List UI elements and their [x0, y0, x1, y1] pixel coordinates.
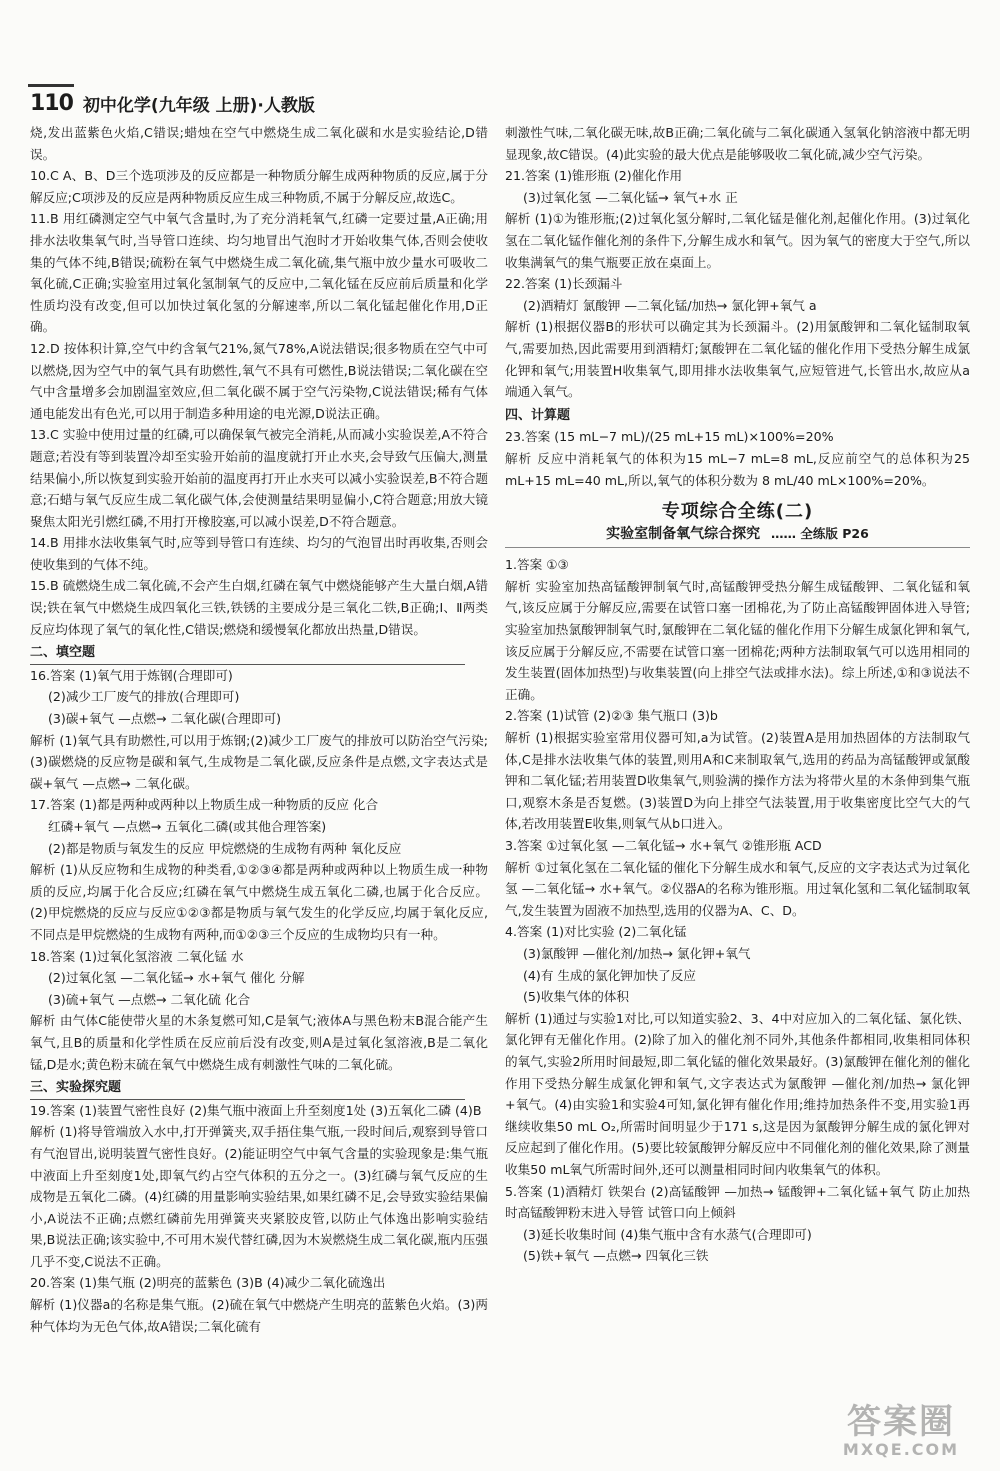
answer-paragraph: 17.答案 (1)都是两种或两种以上物质生成一种物质的反应 化合	[30, 797, 379, 813]
site-logo	[816, 1403, 986, 1463]
answer-paragraph: 解析 (1)通过与实验1对比,可以知道实验2、3、4中对应加入的二氧化锰、氯化铁、氯化钾有无催化作用。(2)除了加入的催化剂不同外,其他条件都相同,收集相同体积的氧气,实验2所用时间最短,即二氧化锰的催化效果最好。(3)氯酸钾在催化剂的催化作用下受热分解生成氯化钾和氧气,文字表达式为氯酸钾 —催化剂/加热→ 氯化钾+氧气。(4)由实验1和实验4可知,氯化钾有催化作用;维持加热条件不变,用实验1再继续收集50 mL O₂,所需时间明显少于171 s,这是因为氯酸钾分解生成的氯化钾对反应起到了催化作用。(5)要比较氯酸钾分解反应中不同催化剂的催化效果,除了测量收集50 mL氧气所需时间外,还可以测量相同时间内收集氧气的体积。	[505, 1010, 970, 1177]
answer-paragraph: (3)过氧化氢 —二氧化锰→ 氧气+水 正	[523, 189, 738, 205]
answer-paragraph: (2)都是物质与氧发生的反应 甲烷燃烧的生成物有两种 氧化反应	[48, 840, 402, 856]
answer-paragraph: 解析 (1)从反应物和生成物的种类看,①②③④都是两种或两种以上物质生成一种物质的反应,均属于化合反应;红磷在氧气中燃烧生成五氧化二磷,也属于化合反应。(2)甲烷燃烧的反应与反应①②③都是物质与氧气发生的化学反应,均属于氧化反应,不同点是甲烷燃烧的生成物有两种,而①②③三个反应的生成物均只有一种。	[30, 862, 488, 942]
page-header	[30, 88, 970, 118]
logo-site: MXQE.COM	[842, 1440, 960, 1459]
answer-paragraph: (5)铁+氧气 —点燃→ 四氧化三铁	[523, 1248, 709, 1264]
answer-paragraph: (3)碳+氧气 —点燃→ 二氧化碳(合理即可)	[48, 711, 282, 727]
answer-paragraph: 解析 (1)氧气具有助燃性,可以用于炼钢;(2)减少工厂废气的排放可以防治空气污染;(3)碳燃烧的反应物是碳和氧气,生成物是二氧化碳,反应条件是点燃,文字表达式是碳+氧气 —点燃→ 二氧化碳。	[30, 732, 488, 791]
answer-paragraph: 解析 (1)根据实验室常用仪器可知,a为试管。(2)装置A是用加热固体的方法制取气体,C是排水法收集气体的装置,则用A和C来制取氧气,选用的药品为高锰酸钾或氯酸钾和二氧化锰;若用装置D收集氧气,则验满的操作方法为将带火星的木条伸到集气瓶口,观察木条是否复燃。(3)装置D为向上排空气法装置,用于收集密度比空气大的气体,若改用装置E收集,则氧气从b口进入。	[505, 730, 970, 832]
answer-paragraph: 解析 (1)将导管端放入水中,打开弹簧夹,双手捂住集气瓶,一段时间后,观察到导管口有气泡冒出,说明装置气密性良好。(2)能证明空气中氧气含量的实验现象是:集气瓶中液面上升至刻度1处,即氧气约占空气体积的五分之一。(3)红磷与氧气反应的生成物是五氧化二磷。(4)红磷的用量影响实验结果,如果红磷不足,会导致实验结果偏小,A说法不正确;点燃红磷前先用弹簧夹夹紧胶皮管,以防止气体逸出影响实验结果,B说法正确;该实验中,不可用木炭代替红磷,因为木炭燃烧生成二氧化碳,瓶内压强几乎不变,C说法不正确。	[30, 1124, 488, 1269]
answer-paragraph: 红磷+氧气 —点燃→ 五氧化二磷(或其他合理答案)	[48, 819, 327, 834]
answer-paragraph: 22.答案 (1)长颈漏斗	[505, 276, 623, 292]
answer-paragraph: (2)酒精灯 氯酸钾 —二氧化锰/加热→ 氯化钾+氧气 a	[523, 297, 817, 313]
answer-paragraph: 3.答案 ①过氧化氢 —二氧化锰→ 水+氧气 ②锥形瓶 ACD	[505, 838, 822, 853]
special-subtitle-text: 实验室制备氧气综合探究	[606, 525, 761, 542]
answer-paragraph: 10.C A、B、D三个选项涉及的反应都是一种物质分解生成两种物质的反应,属于分解反应;C项涉及的反应是两种物质反应生成三种物质,不属于分解反应,故选C。	[30, 168, 488, 205]
logo-main: 答案圈	[847, 1402, 955, 1442]
section-heading: 三、实验探究题	[30, 1077, 465, 1100]
section-heading: 二、填空题	[30, 642, 465, 665]
book-title: 初中化学(九年级 上册)·人教版	[82, 95, 315, 116]
answer-paragraph: 刺激性气味,二氧化碳无味,故B正确;二氧化硫与二氧化碳通入氢氧化钠溶液中都无明显现象,故C错误。(4)此实验的最大优点是能够吸收二氧化硫,减少空气污染。	[505, 125, 970, 162]
answer-paragraph: (3)氯酸钾 —催化剂/加热→ 氯化钾+氧气	[523, 945, 751, 961]
answer-paragraph: (3)硫+氧气 —点燃→ 二氧化硫 化合	[48, 991, 251, 1007]
page-number: 110	[30, 90, 73, 116]
answer-paragraph: (2)过氧化氢 —二氧化锰→ 水+氧气 催化 分解	[48, 970, 305, 986]
header-rule	[28, 84, 74, 87]
answer-paragraph: 20.答案 (1)集气瓶 (2)明亮的蓝紫色 (3)B (4)减少二氧化硫逸出	[30, 1275, 386, 1291]
right-column	[505, 122, 970, 1431]
answer-paragraph: 解析 反应中消耗氧气的体积为15 mL−7 mL=8 mL,反应前空气的总体积为25 mL+15 mL=40 mL,所以,氧气的体积分数为 8 mL/40 mL×100%=20%。	[505, 450, 970, 488]
answer-paragraph: 解析 ①过氧化氢在二氧化锰的催化下分解生成水和氧气,反应的文字表达式为过氧化氢 —二氧化锰→ 水+氧气。②仪器A的名称为锥形瓶。用过氧化氢和二氧化锰制取氧气,发生装置为固液不加热型,选用的仪器为A、C、D。	[505, 859, 970, 918]
answer-paragraph: 11.B 用红磷测定空气中氧气含量时,为了充分消耗氧气,红磷一定要过量,A正确;用排水法收集氧气时,当导管口连续、均匀地冒出气泡时才开始收集气体,否则会使收集的气体不纯,B错误;硫粉在氧气中燃烧生成二氧化硫,集气瓶中放少量水可吸收二氧化硫,C正确;实验室用过氧化氢制氧气的反应中,二氧化锰在反应前后质量和化学性质均没有改变,但可以加快过氧化氢的分解速率,所以二氧化锰起催化作用,D正确。	[30, 211, 488, 335]
answer-paragraph: 解析 实验室加热高锰酸钾制氧气时,高锰酸钾受热分解生成锰酸钾、二氧化锰和氧气,该反应属于分解反应,需要在试管口塞一团棉花,为了防止高锰酸钾固体进入导管;实验室加热氯酸钾制氧气时,氯酸钾在二氧化锰的催化作用下分解生成氯化钾和氧气,该反应属于分解反应,不需要在试管口塞一团棉花;两种方法制取氧气可以选用相同的发生装置(固体加热型)与收集装置(向上排空气法或排水法)。综上所述,①和③说法不正确。	[505, 578, 970, 702]
answer-paragraph: 解析 由气体C能使带火星的木条复燃可知,C是氧气;液体A与黑色粉末B混合能产生氧气,且B的质量和化学性质在反应前后没有改变,则A是过氧化氢溶液,B是二氧化锰,D是水;黄色粉末硫在氧气中燃烧生成有刺激性气味的二氧化硫。	[30, 1013, 488, 1072]
answer-paragraph: 解析 (1)根据仪器B的形状可以确定其为长颈漏斗。(2)用氯酸钾和二氧化锰制取氧气,需要加热,因此需要用到酒精灯;氯酸钾在二氧化锰的催化作用下受热分解生成氯化钾和氧气;用装置H收集氧气,即用排水法收集氧气,应短管进气,长管出水,故应从a端通入氧气。	[505, 319, 970, 400]
answer-paragraph: 14.B 用排水法收集氧气时,应等到导管口有连续、均匀的气泡冒出时再收集,否则会使收集到的气体不纯。	[30, 535, 488, 572]
answer-paragraph: 解析 (1)①为锥形瓶;(2)过氧化氢分解时,二氧化锰是催化剂,起催化作用。(3)过氧化氢在二氧化锰作催化剂的条件下,分解生成水和氧气。因为氧气的密度大于空气,所以收集满氧气的集气瓶要正放在桌面上。	[505, 211, 970, 270]
answer-paragraph: 2.答案 (1)试管 (2)②③ 集气瓶口 (3)b	[505, 708, 718, 724]
answer-paragraph: (2)减少工厂废气的排放(合理即可)	[48, 689, 240, 705]
special-subtitle	[505, 523, 970, 549]
answer-paragraph: 1.答案 ①③	[505, 557, 569, 573]
answer-paragraph: (3)延长收集时间 (4)集气瓶中含有水蒸气(合理即可)	[523, 1226, 812, 1242]
answer-paragraph: 18.答案 (1)过氧化氢溶液 二氧化锰 水	[30, 948, 244, 964]
answer-paragraph: (4)有 生成的氯化钾加快了反应	[523, 967, 696, 983]
special-title: 专项综合全练(二)	[661, 501, 814, 523]
section-heading: 四、计算题	[505, 407, 571, 423]
answer-paragraph: 21.答案 (1)锥形瓶 (2)催化作用	[505, 168, 683, 184]
answer-paragraph: 19.答案 (1)装置气密性良好 (2)集气瓶中液面上升至刻度1处 (3)五氧化二磷 (4)B	[30, 1102, 482, 1118]
answer-paragraph: 12.D 按体积计算,空气中约含氧气21%,氮气78%,A说法错误;很多物质在空气中可以燃烧,因为空气中的氧气具有助燃性,氧气不具有可燃性,B说法错误;二氧化碳在空气中含量增多会加剧温室效应,但二氧化碳不属于空气污染物,C说法错误;稀有气体通电能发出有色光,可以用于制造多种用途的电光源,D说法正确。	[30, 340, 488, 421]
answer-paragraph: 15.B 硫燃烧生成二氧化硫,不会产生白烟,红磷在氧气中燃烧能够产生大量白烟,A错误;铁在氧气中燃烧生成四氧化三铁,铁锈的主要成分是三氧化二铁,B正确;Ⅰ、Ⅱ两类反应均体现了氧气的氧化性,C错误;燃烧和缓慢氧化都放出热量,D错误。	[30, 578, 488, 637]
answer-paragraph: 5.答案 (1)酒精灯 铁架台 (2)高锰酸钾 —加热→ 锰酸钾+二氧化锰+氧气 防止加热时高锰酸钾粉末进入导管 试管口向上倾斜	[505, 1183, 970, 1221]
answer-paragraph: 4.答案 (1)对比实验 (2)二氧化锰	[505, 924, 687, 940]
answer-paragraph: 烧,发出蓝紫色火焰,C错误;蜡烛在空气中燃烧生成二氧化碳和水是实验结论,D错误。	[30, 125, 488, 162]
answer-paragraph: (5)收集气体的体积	[523, 989, 629, 1005]
special-page-ref: …… 全练版 P26	[771, 525, 869, 541]
answer-paragraph: 23.答案 (15 mL−7 mL)/(25 mL+15 mL)×100%=20%	[505, 429, 834, 445]
answer-paragraph: 解析 (1)仪器a的名称是集气瓶。(2)硫在氧气中燃烧产生明亮的蓝紫色火焰。(3)两种气体均为无色气体,故A错误;二氧化硫有	[30, 1297, 488, 1334]
left-column	[30, 122, 488, 1431]
answer-paragraph: 13.C 实验中使用过量的红磷,可以确保氧气被完全消耗,从而减小实验误差,A不符合题意;若没有等到装置冷却至实验开始前的温度就打开止水夹,会导致气压偏大,测量结果偏小,所以恢复到实验开始前的温度再打开止水夹可以减小实验误差,B不符合题意;石蜡与氧气反应生成二氧化碳气体,会使测量结果明显偏小,C符合题意;用放大镜聚焦太阳光引燃红磷,不用打开橡胶塞,可以减小误差,D不符合题意。	[30, 427, 488, 529]
answer-paragraph: 16.答案 (1)氧气用于炼钢(合理即可)	[30, 667, 233, 683]
